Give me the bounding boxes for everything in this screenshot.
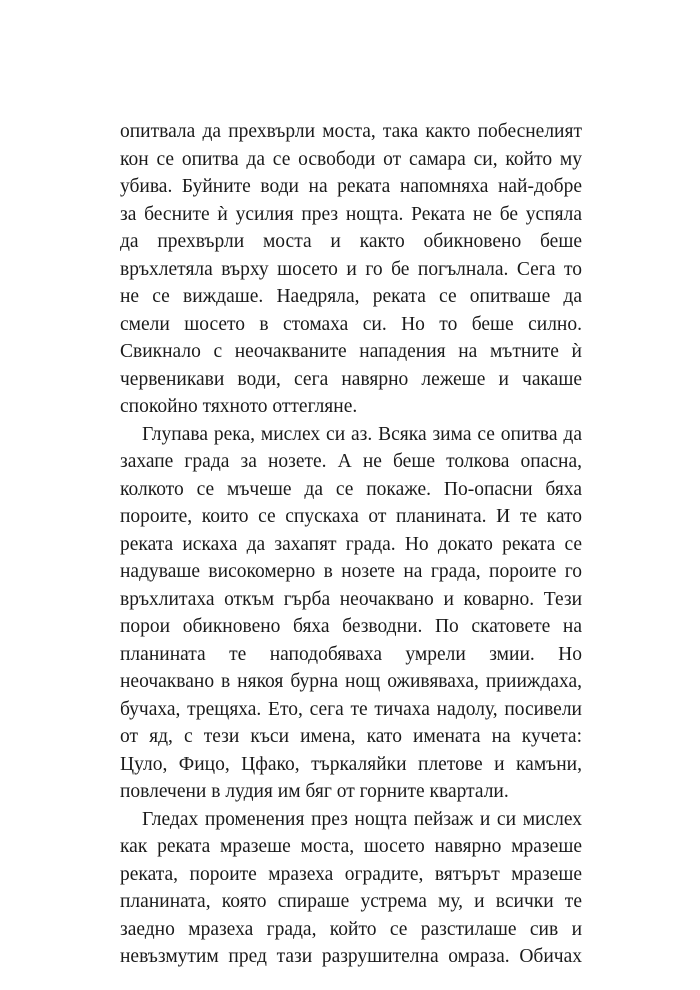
- text-line: Гледах променения през нощта пейзаж и си мислех: [142, 808, 582, 830]
- text-line: от яд, с тези къси имена, като имената на кучета:: [120, 726, 582, 747]
- text-line: неочаквано в някоя бурна нощ оживяваха, прииждаха,: [120, 671, 582, 692]
- text-line: порои обикновено бяха безводни. По скатовете на: [120, 616, 582, 637]
- text-line: невъзмутим пред тази разрушителна омраза. Обичах: [120, 946, 582, 967]
- text-line: бучаха, трещяха. Ето, сега те тичаха надолу, посивели: [120, 698, 582, 720]
- text-line: смели шосето в стомаха си. Но то беше силно.: [120, 313, 582, 335]
- text-line: планината, която спираше устрема му, и всички те: [120, 891, 582, 912]
- text-line: убива. Буйните води на реката напомняха най-добре: [120, 176, 582, 197]
- text-line: повлечени в лудия им бяг от горните квартали.: [120, 781, 509, 802]
- text-line: червеникави води, сега навярно лежеше и чакаше: [120, 368, 582, 390]
- text-line: колкото се мъчеше да се покаже. По-опасни бяха: [120, 478, 582, 500]
- text-line: връхлитаха откъм гърба неочаквано и коварно. Тези: [120, 588, 582, 610]
- text-line: Свикнало с неочакваните нападения на мътните ѝ: [120, 341, 582, 362]
- text-line: Глупава река, мислех си аз. Всяка зима се опитва да: [142, 423, 582, 445]
- text-line: реката, пороите мразеха оградите, вятърът мразеше: [120, 863, 582, 885]
- body-text: [120, 118, 582, 971]
- text-line: пороите, които се спускаха от планината. И те като: [120, 506, 582, 527]
- text-line: опитвала да прехвърли моста, така както побеснелият: [120, 121, 582, 142]
- text-line: заедно мразеха града, който се разстилаше сив и: [120, 918, 582, 940]
- text-line: не се виждаше. Наедряла, реката се опитваше да: [120, 286, 582, 307]
- text-line: реката искаха да захапят града. Но докато реката се: [120, 533, 582, 555]
- text-line: планината те наподобяваха умрели змии. Но: [120, 643, 582, 665]
- paragraph-1: [120, 118, 582, 421]
- text-line: спокойно тяхното оттегляне.: [120, 396, 358, 417]
- text-line: връхлетяла върху шосето и го бе погълнала. Сега то: [120, 258, 582, 280]
- text-line: захапе града за нозете. А не беше толкова опасна,: [120, 451, 582, 472]
- paragraph-3: [120, 806, 582, 971]
- text-line: да прехвърли моста и както обикновено беше: [120, 231, 582, 252]
- text-line: за бесните ѝ усилия през нощта. Реката не бе успяла: [120, 203, 582, 225]
- text-line: Цуло, Фицо, Цфако, търкаляйки плетове и камъни,: [120, 753, 582, 775]
- text-line: как реката мразеше моста, шосето навярно мразеше: [120, 836, 582, 857]
- paragraph-2: [120, 421, 582, 806]
- text-line: кон се опитва да се освободи от самара си, който му: [120, 148, 582, 170]
- text-line: надуваше високомерно в нозете на града, пороите го: [120, 561, 582, 582]
